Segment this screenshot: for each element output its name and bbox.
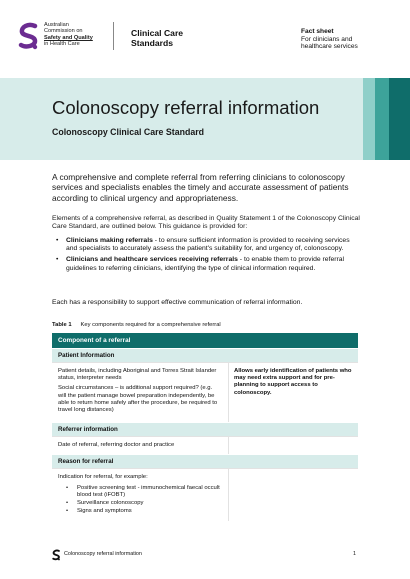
list-item [52,237,362,253]
table-cell-empty [229,437,358,454]
list-item [58,500,222,507]
bullet-icon: • [66,508,69,515]
standards-line-1: Clinical Care [131,28,184,38]
audience-line-2: healthcare services [301,43,358,51]
organisation-name [44,22,114,48]
footer-title: Colonoscopy referral information [64,551,142,557]
table-row [52,436,358,454]
table-caption-text: Key components required for a comprehensive referral [80,322,221,328]
responsibility-paragraph: Each has a responsibility to support effective communication of referral information. [52,299,303,306]
bullet-icon: • [56,256,59,264]
reason-list [58,485,222,516]
audience-line-1: For clinicians and [301,35,353,43]
bullet-icon: • [66,500,69,507]
page-header [0,0,410,78]
bullet-icon: • [56,237,59,244]
bullet-bold: Clinicians making referrals [66,237,153,244]
org-line-3: Safety and Quality [44,34,93,41]
list-item [58,508,222,515]
banner-stripe-light [363,78,375,160]
list-item [58,485,222,499]
bullet-text: - to enable them to provide referral guidelines to referring clinicians, identifying the type of clinical information required. [66,256,345,272]
table-row [52,468,358,521]
intro-paragraph: A comprehensive and complete referral from referring clinicians to colonoscopy services and specialists enables the timely and accurate assessment of patients according to clinical urgency and appropriateness. [52,172,349,203]
bullet-bold: Clinicians and healthcare services receiving referrals [66,256,238,264]
org-line-1: Australian [44,22,69,28]
standards-line-2: Standards [131,38,174,48]
reason-item: Positive screening test - immunochemical faecal occult blood test (iFOBT) [77,484,220,498]
section-reason-for-referral: Reason for referral [52,454,358,468]
table-caption [52,322,221,328]
org-line-4: in Health Care [44,41,80,48]
title-banner [0,78,410,160]
banner-stripe-dark [389,78,410,160]
patient-details-text: Patient details, including Aboriginal and Torres Strait Islander status, interpreter needs [58,368,217,382]
section-referrer-information: Referrer information [52,422,358,436]
list-item [52,256,362,272]
table-cell-note: Allows early identification of patients who may need extra support and for pre-planning to support access to colonoscopy. [234,368,352,396]
table-row [52,362,358,422]
social-circumstances-text: Social circumstances – is additional support required? (e.g. will the patient manage bowel preparation independently, be able to return home safely after the procedure, be required to travel long distances) [58,385,218,414]
referral-components-table [52,333,358,521]
page-title: Colonoscopy referral information [52,97,320,118]
audience-bullets [52,237,362,276]
table-header: Component of a referral [52,333,358,348]
reason-item: Signs and symptoms [77,508,132,515]
clinical-care-standards-label [131,28,201,48]
fact-sheet-label [301,28,401,51]
table-cell-empty [229,469,358,521]
org-line-2: Commission on [44,28,83,35]
reason-intro-text: Indication for referral, for example: [58,474,148,481]
header-divider [113,22,114,50]
commission-logo-icon [18,22,40,50]
reason-item: Surveillance colonoscopy [77,500,144,507]
table-cell [52,363,229,422]
table-cell: Date of referral, referring doctor and practice [52,437,229,454]
section-patient-information: Patient Information [52,348,358,362]
bullet-text: - to ensure sufficient information is provided to receiving services and specialists to accurately assess the patient's suitability for, and urgency of, colonoscopy. [66,237,350,253]
page-subtitle: Colonoscopy Clinical Care Standard [52,127,205,137]
page-number: 1 [353,551,356,557]
table-cell [52,469,229,521]
elements-paragraph: Elements of a comprehensive referral, as described in Quality Statement 1 of the Colonoscopy Clinical Care Standard, are outlined below. This guidance is provided for: [52,215,360,231]
footer-logo-icon [52,549,61,561]
doc-type: Fact sheet [301,28,334,35]
table-caption-label: Table 1 [52,322,72,328]
bullet-icon: • [66,484,69,491]
banner-stripe-mid [375,78,389,160]
